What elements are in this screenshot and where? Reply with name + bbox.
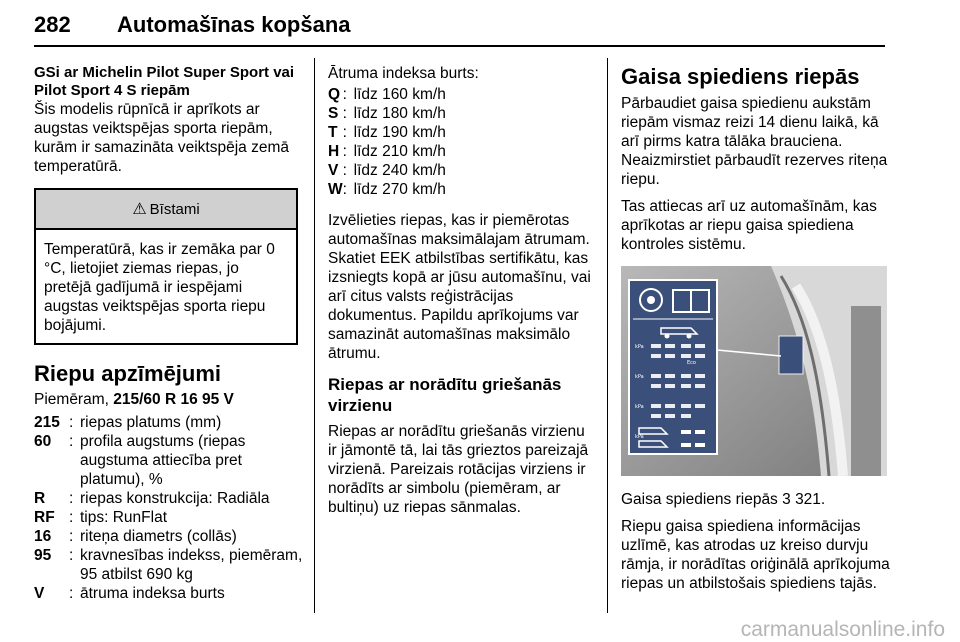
- watermark: carmanualsonline.info: [740, 618, 945, 641]
- warning-triangle-icon: ⚠: [132, 200, 147, 218]
- tyre-pressure-label-photo: [621, 266, 887, 476]
- header-rule: [34, 45, 885, 47]
- tyre-markings-title: Riepu apzīmējumi: [34, 361, 222, 386]
- list-item: [328, 142, 446, 161]
- list-item: [34, 584, 304, 603]
- spec-value: ātruma indeksa burts: [80, 585, 225, 602]
- pressure-check-text: Pārbaudiet gaisa spiedienu aukstām riepām vismaz reizi 14 dienu laikā, kā arī pirms katra tālāka brauciena. Neaizmirstiet pārbaudīt rezerves riteņa riepu.: [621, 95, 888, 188]
- column-divider-1: [314, 58, 315, 613]
- page-number: 282: [34, 12, 71, 37]
- spec-value: riepas konstrukcija: Radiāla: [80, 490, 270, 507]
- colon: :: [69, 509, 74, 526]
- speed-key: S: [328, 105, 339, 122]
- colon: :: [69, 528, 74, 545]
- speed-key: V: [328, 162, 339, 179]
- reference-page[interactable]: 321.: [795, 491, 826, 508]
- spec-key: 95: [34, 547, 52, 564]
- warning-body: Temperatūrā, kas ir zemāka par 0 °C, lietojiet ziemas riepas, jo pretējā gadījumā ir iespējami augstas veiktspējas sporta riepu bojājumi.: [44, 241, 275, 334]
- spec-value: riepas platums (mm): [80, 414, 222, 431]
- colon: :: [342, 143, 347, 160]
- directional-tyres-title: Riepas ar norādītu griešanās virzienu: [328, 375, 562, 415]
- colon: :: [342, 124, 347, 141]
- kpa-label: kPa: [635, 404, 644, 410]
- directional-tyres-text: Riepas ar norādītu griešanās virzienu ir jāmontē tā, lai tās grieztos pareizajā virzienā. Pareizais rotācijas virziens ir norādīts ar simbolu (piemēram, ar bultiņu) uz riepas sānmalas.: [328, 423, 589, 516]
- list-item: [34, 508, 304, 527]
- kpa-label: kPa: [635, 434, 644, 440]
- speed-index-list: [328, 85, 446, 199]
- example-line: [34, 390, 304, 409]
- tyre-pressure-title: Gaisa spiediens riepās: [621, 64, 860, 89]
- speed-intro: Ātruma indeksa burts:: [328, 65, 479, 82]
- spec-value: kravnesības indekss, piemēram, 95 atbilst 690 kg: [80, 547, 303, 583]
- gsi-intro: Šis modelis rūpnīcā ir aprīkots ar augstas veiktspējas sporta riepām, kurām ir samazināta veiktspēja zemā temperatūrā.: [34, 101, 289, 175]
- chapter-title: Automašīnas kopšana: [117, 12, 351, 37]
- colon: :: [69, 585, 74, 602]
- example-label: Piemēram,: [34, 391, 114, 408]
- kpa-label: kPa: [635, 374, 644, 380]
- page-reference-arrow-icon: 3: [782, 491, 796, 508]
- speed-value: līdz 240 km/h: [353, 162, 446, 179]
- eco-label: Eco: [687, 360, 696, 366]
- column-3: [621, 64, 891, 601]
- colon: :: [69, 490, 74, 507]
- column-1: [34, 64, 304, 603]
- list-item: [328, 180, 446, 199]
- speed-value: līdz 210 km/h: [353, 143, 446, 160]
- spec-value: riteņa diametrs (collās): [80, 528, 237, 545]
- spec-key: V: [34, 585, 45, 602]
- spec-value: profila augstums (riepas augstuma attiecība pret platumu), %: [80, 433, 246, 488]
- speed-key: W: [328, 181, 343, 198]
- spec-key: 60: [34, 433, 52, 450]
- spec-key: 16: [34, 528, 52, 545]
- spec-key: RF: [34, 509, 55, 526]
- speed-value: līdz 160 km/h: [353, 86, 446, 103]
- list-item: [34, 527, 304, 546]
- colon: :: [342, 105, 347, 122]
- colon: :: [342, 181, 347, 198]
- reference-text: Gaisa spiediens riepās: [621, 491, 783, 508]
- label-location-text: Riepu gaisa spiediena informācijas uzlīmē, kas atrodas uz kreiso durvju rāmja, ir norādītas oriģinālā aprīkojuma riepas un atbilstošais spiediens tajās.: [621, 518, 890, 592]
- speed-key: T: [328, 124, 338, 141]
- warning-header: [36, 190, 296, 230]
- warning-title: Bīstami: [149, 200, 200, 218]
- colon: :: [69, 547, 74, 564]
- speed-value: līdz 180 km/h: [353, 105, 446, 122]
- column-2: [328, 64, 596, 525]
- list-item: [34, 413, 304, 432]
- colon: :: [69, 414, 74, 431]
- list-item: [34, 432, 304, 489]
- list-item: [34, 489, 304, 508]
- spec-key: R: [34, 490, 46, 507]
- list-item: [328, 161, 446, 180]
- speed-value: līdz 270 km/h: [353, 181, 446, 198]
- colon: :: [69, 433, 74, 450]
- list-item: [328, 123, 446, 142]
- list-item: [328, 104, 446, 123]
- list-item: [328, 85, 446, 104]
- list-item: [34, 546, 304, 584]
- spec-value: tips: RunFlat: [80, 509, 168, 526]
- column-divider-2: [607, 58, 608, 613]
- pressure-reference: [621, 490, 891, 509]
- colon: :: [342, 86, 347, 103]
- speed-key: Q: [328, 86, 341, 103]
- kpa-label: kPa: [635, 344, 644, 350]
- speed-key: H: [328, 143, 340, 160]
- tpms-text: Tas attiecas arī uz automašīnām, kas aprīkotas ar riepu gaisa spiediena kontroles sistēmu.: [621, 198, 877, 253]
- warning-box: [34, 188, 298, 345]
- colon: :: [342, 162, 347, 179]
- speed-value: līdz 190 km/h: [353, 124, 446, 141]
- gsi-heading: GSi ar Michelin Pilot Super Sport vai Pilot Sport 4 S riepām: [34, 64, 295, 99]
- spec-key: 215: [34, 414, 60, 431]
- example-value: 215/60 R 16 95 V: [113, 391, 234, 408]
- page-header: [34, 0, 884, 48]
- choose-tyres-text: Izvēlieties riepas, kas ir piemērotas automašīnas maksimālajam ātrumam. Skatiet EEK atbilstības sertifikātu, kas izsniegts kopā ar jūsu automašīnu, vai arī citus valsts reģistrācijas dokumentus. Papildu aprīkojums var samazināt automašīnas maksimālo ātrumu.: [328, 212, 591, 362]
- door-frame-illustration: [621, 266, 887, 476]
- tyre-spec-list: [34, 413, 304, 603]
